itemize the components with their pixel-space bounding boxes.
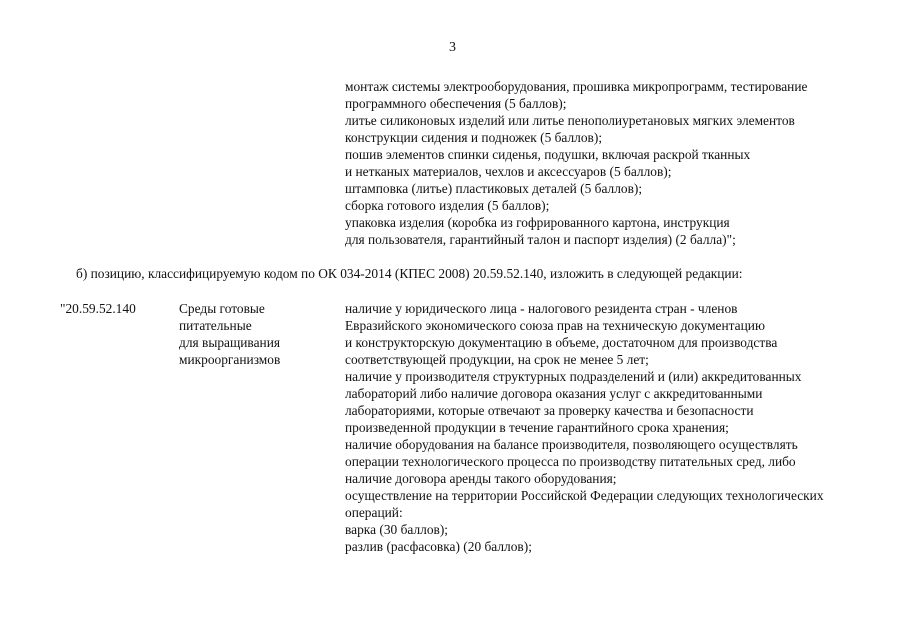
text-line: пошив элементов спинки сиденья, подушки, включая раскрой тканных xyxy=(345,147,751,162)
requirement-line: варка (30 баллов); xyxy=(345,522,449,537)
name-line: Среды готовые xyxy=(179,301,265,316)
requirement-line: соответствующей продукции, на срок не менее 5 лет; xyxy=(345,352,649,367)
requirement-line: разлив (расфасовка) (20 баллов); xyxy=(345,539,532,554)
requirement-line: операций: xyxy=(345,505,403,520)
text-line: программного обеспечения (5 баллов); xyxy=(345,96,567,111)
text-line: упаковка изделия (коробка из гофрированного картона, инструкция xyxy=(345,215,730,230)
page-number: 3 xyxy=(449,40,456,55)
requirement-line: произведенной продукции в течение гарантийного срока хранения; xyxy=(345,420,729,435)
position-requirements xyxy=(345,300,895,555)
text-line: сборка готового изделия (5 баллов); xyxy=(345,198,550,213)
requirement-line: наличие у юридического лица - налогового резидента стран - членов xyxy=(345,301,738,316)
position-code: "20.59.52.140 xyxy=(60,301,136,316)
text-line: штамповка (литье) пластиковых деталей (5 баллов); xyxy=(345,181,643,196)
requirement-line: наличие договора аренды такого оборудования; xyxy=(345,471,617,486)
text-line: монтаж системы электрооборудования, прошивка микропрограмм, тестирование xyxy=(345,79,808,94)
requirement-line: и конструкторскую документацию в объеме, достаточном для производства xyxy=(345,335,778,350)
requirement-line: операции технологического процесса по производству питательных сред, либо xyxy=(345,454,796,469)
item-b-paragraph: б) позицию, классифицируемую кодом по ОК 034-2014 (КПЕС 2008) 20.59.52.140, изложить в следующей редакции: xyxy=(76,266,743,281)
requirement-line: лабораторий либо наличие договора оказания услуг с аккредитованными xyxy=(345,386,763,401)
requirement-line: осуществление на территории Российской Федерации следующих технологических xyxy=(345,488,824,503)
requirement-line: Евразийского экономического союза прав на техническую документацию xyxy=(345,318,765,333)
requirement-line: наличие оборудования на балансе производителя, позволяющего осуществлять xyxy=(345,437,798,452)
text-line: для пользователя, гарантийный талон и паспорт изделия) (2 балла)"; xyxy=(345,232,736,247)
continued-requirements xyxy=(345,78,890,248)
requirement-line: наличие у производителя структурных подразделений и (или) аккредитованных xyxy=(345,369,802,384)
text-line: и нетканых материалов, чехлов и аксессуаров (5 баллов); xyxy=(345,164,672,179)
name-line: микроорганизмов xyxy=(179,352,281,367)
name-line: питательные xyxy=(179,318,252,333)
position-name xyxy=(179,300,339,368)
text-line: конструкции сидения и подножек (5 баллов); xyxy=(345,130,603,145)
name-line: для выращивания xyxy=(179,335,281,350)
requirement-line: лабораториями, которые отвечают за проверку качества и безопасности xyxy=(345,403,754,418)
text-line: литье силиконовых изделий или литье пенополиуретановых мягких элементов xyxy=(345,113,795,128)
